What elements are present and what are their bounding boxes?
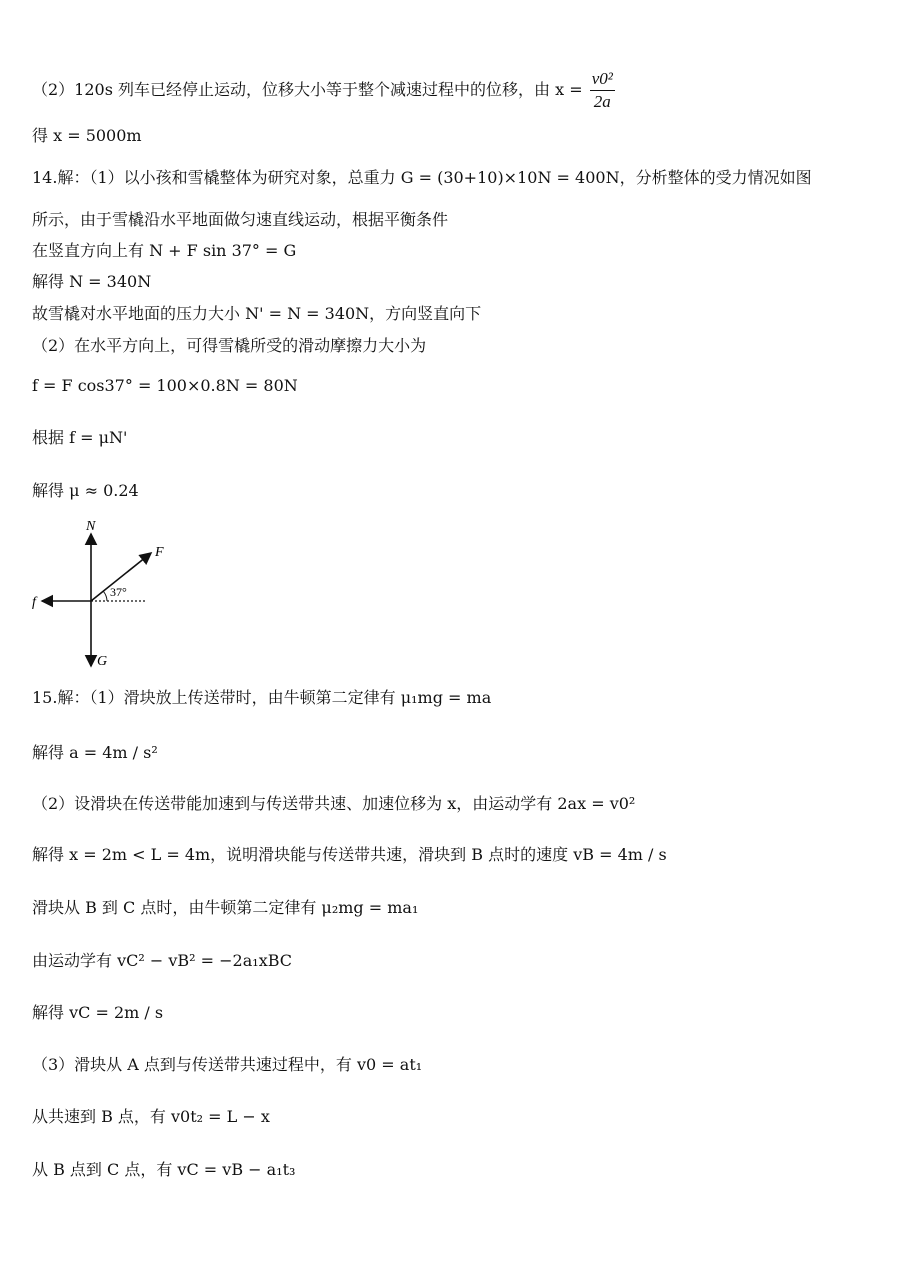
force-diagram <box>30 516 170 668</box>
text-line-7: 故雪橇对水平地面的压力大小 N' = N = 340N，方向竖直向下 <box>32 304 482 323</box>
text-line-2: 得 x = 5000m <box>32 126 142 145</box>
label-N: N <box>86 519 96 534</box>
fraction: $\frac{\text{v0²}}{2a}$ <box>591 69 613 111</box>
text-line-17: 由运动学有 vC² − vB² = −2a₁xBC <box>32 951 293 970</box>
text-line-13: 解得 a = 4m / s² <box>32 743 158 762</box>
text-line-11: 解得 μ ≈ 0.24 <box>32 481 139 500</box>
text-line-19: （3）滑块从 A 点到与传送带共速过程中，有 v0 = at₁ <box>32 1055 423 1074</box>
text-line-6: 解得 N = 340N <box>32 272 152 291</box>
label-f: f <box>32 595 36 610</box>
text-line-18: 解得 vC = 2m / s <box>32 1003 164 1022</box>
text-line-4: 所示，由于雪橇沿水平地面做匀速直线运动，根据平衡条件 <box>32 210 449 229</box>
text-line-3: 14.解：（1）以小孩和雪橇整体为研究对象，总重力 G = (30+10)×10N = 400N，分析整体的受力情况如图 <box>32 168 812 187</box>
text-line-20: 从共速到 B 点，有 v0t₂ = L − x <box>32 1107 270 1126</box>
angle-arc <box>104 592 108 602</box>
label-angle: 37° <box>110 585 127 599</box>
label-G: G <box>97 654 108 668</box>
text-line-16: 滑块从 B 到 C 点时，由牛顿第二定律有 μ₂mg = ma₁ <box>32 898 419 917</box>
text-line-9: f = F cos37° = 100×0.8N = 80N <box>32 376 298 395</box>
text-line-21: 从 B 点到 C 点，有 vC = vB − a₁t₃ <box>32 1160 296 1179</box>
text-line-5: 在竖直方向上有 N + F sin 37° = G <box>32 241 297 260</box>
text-line-14: （2）设滑块在传送带能加速到与传送带共速、加速位移为 x，由运动学有 2ax = v0² <box>32 794 636 813</box>
label-F: F <box>155 545 164 560</box>
text-line-1: （2）120s 列车已经停止运动，位移大小等于整个减速过程中的位移，由 x = $\frac{\text{v0²}}{2a}$ <box>32 69 613 111</box>
text-line-8: （2）在水平方向上，可得雪橇所受的滑动摩擦力大小为 <box>32 336 427 355</box>
text-line-12: 15.解：（1）滑块放上传送带时，由牛顿第二定律有 μ₁mg = ma <box>32 688 492 707</box>
text-line-15: 解得 x = 2m < L = 4m，说明滑块能与传送带共速，滑块到 B 点时的速度 vB = 4m / s <box>32 845 667 864</box>
text-line-10: 根据 f = μN' <box>32 428 128 447</box>
